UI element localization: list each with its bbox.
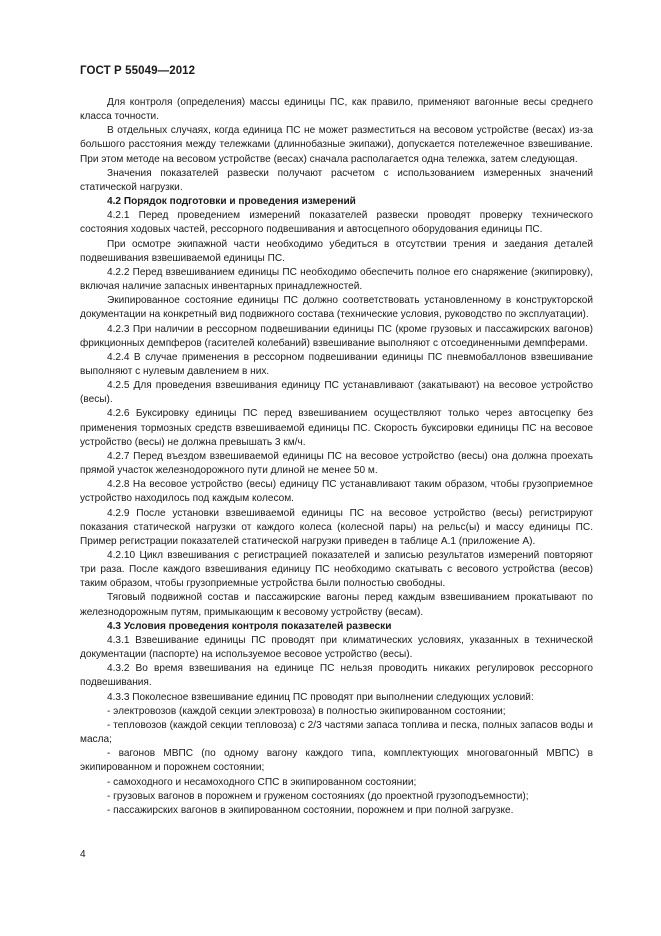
page-number: 4 [80, 849, 86, 860]
paragraph: 4.2.1 Перед проведением измерений показателей развески проводят проверку технического состояния ходовых частей, рессорного подвешивания и автосцепного оборудования единицы ПС. [80, 210, 593, 236]
paragraph: При осмотре экипажной части необходимо убедиться в отсутствии трения и заедания деталей подвешивания взвешиваемой единицы ПС. [80, 238, 593, 264]
paragraph: 4.3.1 Взвешивание единицы ПС проводят при климатических условиях, указанных в технической документации (паспорте) на используемое весовое устройство (весы). [80, 634, 593, 661]
list-item: - электровозов (каждой секции электровоза) в полностью экипированном состоянии; [107, 705, 506, 717]
paragraph: 4.2.5 Для проведения взвешивания единицу ПС устанавливают (закатывают) на весовое устройство (весы). [80, 380, 593, 406]
paragraph: 4.2.7 Перед въездом взвешиваемой единицы ПС на весовое устройство (весы) она должна проехать прямой участок железнодорожного пути длиной не менее 50 м. [80, 450, 593, 477]
paragraph: Для контроля (определения) массы единицы ПС, как правило, применяют вагонные весы среднего класса точности. [80, 97, 593, 123]
list-item: - тепловозов (каждой секции тепловоза) с 2/3 частями запаса топлива и песка, полных запасов воды и масла; [80, 719, 593, 746]
paragraph: 4.3.2 Во время взвешивания на единице ПС нельзя проводить никаких регулировок рессорного подвешивания. [80, 663, 593, 689]
paragraph: 4.2.9 После установки взвешиваемой единицы ПС на весовое устройство (весы) регистрируют показания статической нагрузки от каждого колеса (колесной пары) на рельс(ы) и массу единицы ПС. Пример регистрации показателей статической нагрузки приведен в таблице А.1 (приложение А). [80, 507, 593, 547]
list-item: - самоходного и несамоходного СПС в экипированном состоянии; [107, 776, 417, 788]
paragraph: 4.2.2 Перед взвешиванием единицы ПС необходимо обеспечить полное его снаряжение (экипировку), включая наличие запасных инвентарных принадлежностей. [80, 266, 593, 293]
paragraph: 4.2.8 На весовое устройство (весы) единицу ПС устанавливают таким образом, чтобы грузоприемное устройство находилось под каждым колесом. [80, 479, 593, 505]
paragraph: 4.2.10 Цикл взвешивания с регистрацией показателей и записью результатов измерений повторяют три раза. После каждого взвешивания единицу ПС необходимо скатывать с весового устройства (весов) таким образом, чтобы грузоприемные устройства были полностью свободны. [80, 550, 593, 590]
paragraph: 4.3.3 Поколесное взвешивание единиц ПС проводят при выполнении следующих условий: [107, 691, 534, 703]
list-item: - пассажирских вагонов в экипированном состоянии, порожнем и при полной загрузке. [107, 804, 514, 816]
document-body [80, 96, 593, 818]
paragraph: В отдельных случаях, когда единица ПС не может разместиться на весовом устройстве (весах) из-за большого расстояния между тележками (длиннобазные экипажи), допускается потележечное взвешивание. При этом методе на весовом устройстве (весах) сначала располагается одна тележка, затем следующая. [80, 125, 593, 165]
list-item: - вагонов МВПС (по одному вагону каждого типа, комплектующих многовагонный МВПС) в экипированном и порожнем состоянии; [80, 748, 593, 774]
section-heading: 4.3 Условия проведения контроля показателей развески [107, 620, 392, 632]
paragraph: Значения показателей развески получают расчетом с использованием измеренных значений статической нагрузки. [80, 167, 593, 193]
section-heading: 4.2 Порядок подготовки и проведения измерений [107, 196, 356, 208]
paragraph: Экипированное состояние единицы ПС должно соответствовать установленному в конструкторской документации на конкретный вид подвижного состава (технические условия, руководство по эксплуатации). [80, 295, 593, 321]
document-header: ГОСТ Р 55049—2012 [80, 65, 196, 77]
paragraph: Тяговый подвижной состав и пассажирские вагоны перед каждым взвешиванием прокатывают по железнодорожным путям, примыкающим к весовому устройству (весам). [80, 592, 593, 618]
paragraph: 4.2.4 В случае применения в рессорном подвешивании единицы ПС пневмобаллонов взвешивание выполняют с нулевым давлением в них. [80, 351, 593, 377]
paragraph: 4.2.3 При наличии в рессорном подвешивании единицы ПС (кроме грузовых и пассажирских вагонов) фрикционных демпферов (гасителей колебаний) взвешивание выполняют с отсоединенными демпферами. [80, 323, 593, 349]
list-item: - грузовых вагонов в порожнем и груженом состояниях (до проектной грузоподъемности); [107, 790, 529, 802]
paragraph: 4.2.6 Буксировку единицы ПС перед взвешиванием осуществляют только через автосцепку без применения тормозных средств взвешиваемой единицы ПС. Скорость буксировки единицы ПС на весовое устройство (весы) не должна превышать 3 км/ч. [80, 408, 593, 448]
